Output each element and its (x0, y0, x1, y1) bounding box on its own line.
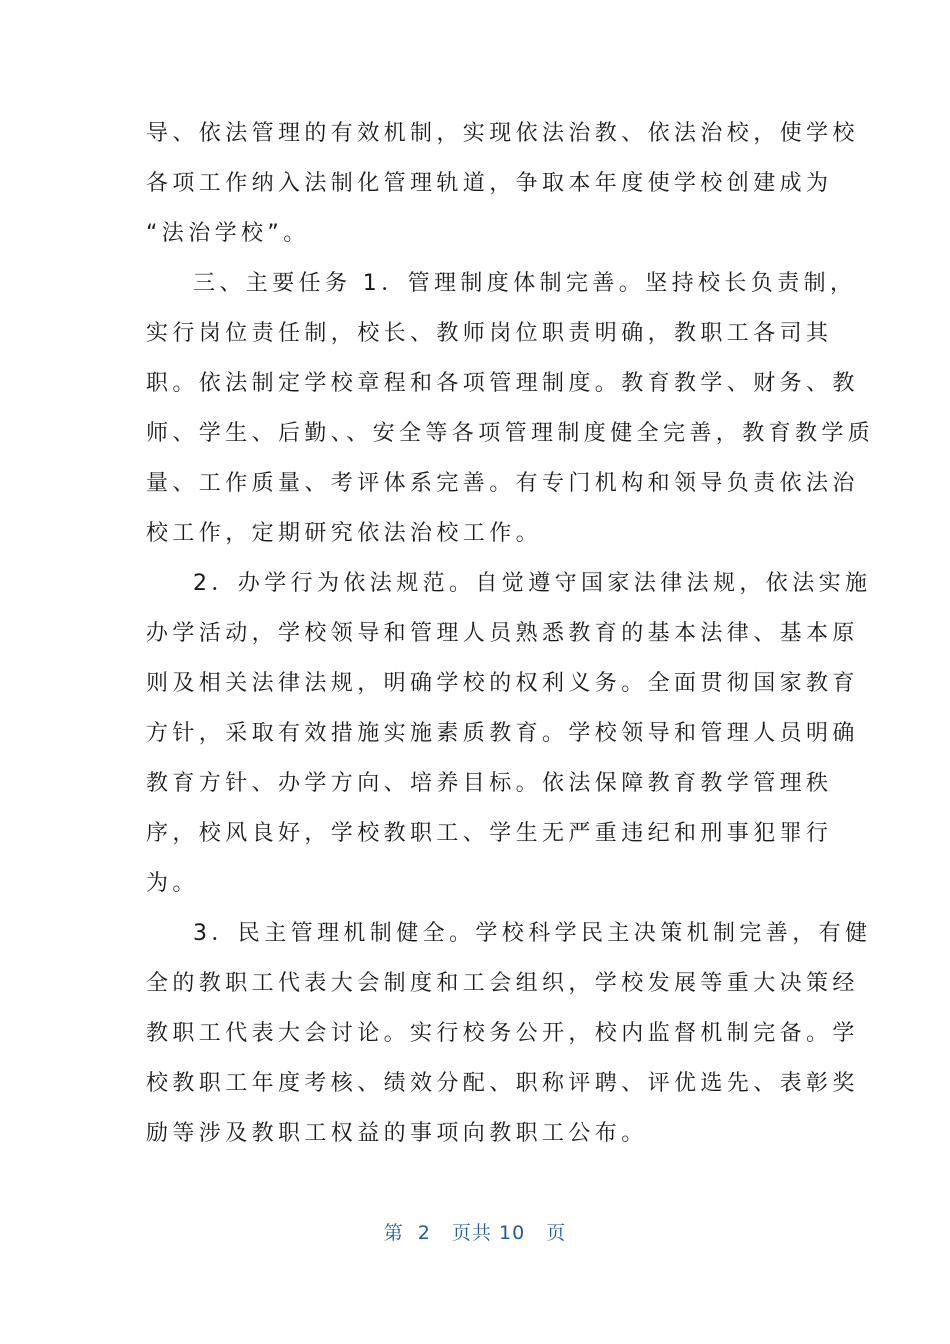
text-line: 则及相关法律法规，明确学校的权利义务。全面贯彻国家教育 (146, 671, 859, 696)
text-line: 校教职工年度考核、绩效分配、职称评聘、评优选先、表彰奖 (146, 1071, 859, 1096)
text-line: 导、依法管理的有效机制，实现依法治教、依法治校，使学校 (146, 121, 859, 146)
paragraph-start-line: 3．民主管理机制健全。学校科学民主决策机制完善，有健 (193, 921, 872, 946)
text-line: 职。依法制定学校章程和各项管理制度。教育教学、财务、教 (146, 371, 859, 396)
text-line: 序，校风良好，学校教职工、学生无严重违纪和刑事犯罪行 (146, 821, 833, 846)
text-line: 办学活动，学校领导和管理人员熟悉教育的基本法律、基本原 (146, 621, 859, 646)
text-line: 师、学生、后勤、、安全等各项管理制度健全完善，教育教学质 (146, 421, 875, 446)
paragraph-start-line: 2．办学行为依法规范。自觉遵守国家法律法规，依法实施 (193, 571, 872, 596)
text-line: 全的教职工代表大会制度和工会组织，学校发展等重大决策经 (146, 971, 859, 996)
text-line: 各项工作纳入法制化管理轨道，争取本年度使学校创建成为 (146, 171, 833, 196)
text-line: 量、工作质量、考评体系完善。有专门机构和领导负责依法治 (146, 471, 859, 496)
section-heading-line: 三、主要任务 1．管理制度体制完善。坚持校长负责制， (193, 271, 857, 296)
text-line: 方针，采取有效措施实施素质教育。学校领导和管理人员明确 (146, 721, 859, 746)
text-line: 励等涉及教职工权益的事项向教职工公布。 (146, 1121, 648, 1146)
text-line: 实行岗位责任制，校长、教师岗位职责明确，教职工各司其 (146, 321, 833, 346)
text-line: 教育方针、办学方向、培养目标。依法保障教育教学管理秩 (146, 771, 833, 796)
page-number-footer: 第 2 页共 10 页 (383, 1222, 567, 1244)
text-line: 教职工代表大会讨论。实行校务公开，校内监督机制完备。学 (146, 1021, 859, 1046)
text-line: 校工作，定期研究依法治校工作。 (146, 521, 543, 546)
text-line: “法治学校”。 (146, 221, 310, 246)
text-line: 为。 (146, 871, 199, 896)
